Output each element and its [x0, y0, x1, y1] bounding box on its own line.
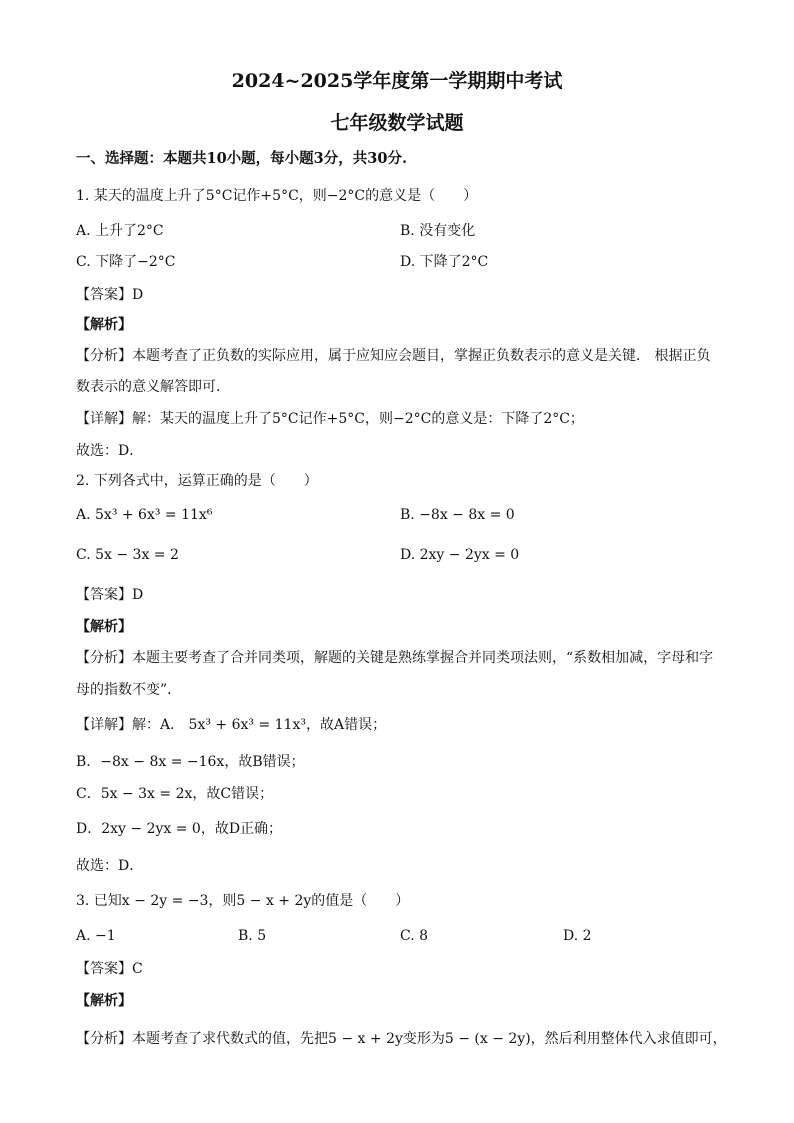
- question-1-option-b: B. 没有变化: [400, 223, 476, 239]
- question-1-analysis-heading: 【解析】: [76, 317, 132, 333]
- exam-subtitle: 七年级数学试题: [330, 112, 464, 134]
- question-1-option-d: D. 下降了2°C: [400, 254, 489, 270]
- question-2-detail-a: 【详解】解：A． 5x³ + 6x³ = 11x³，故A错误；: [76, 717, 387, 733]
- question-1-stem: 1. 某天的温度上升了5°C记作+5°C，则−2°C的意义是（ ）: [76, 188, 478, 204]
- question-2-option-c: C. 5x − 3x = 2: [76, 547, 179, 563]
- question-2-choose: 故选：D．: [76, 858, 144, 874]
- question-2-detail-d: D．2xy − 2yx = 0，故D正确；: [76, 821, 283, 837]
- question-2-option-b: B. −8x − 8x = 0: [400, 507, 515, 523]
- question-2-answer: 【答案】D: [76, 587, 144, 603]
- question-3-option-c: C. 8: [400, 928, 429, 944]
- question-1-analysis-line-1: 【分析】本题考查了正负数的实际应用，属于应知应会题目，掌握正负数表示的意义是关键． 根据正负: [76, 348, 711, 364]
- question-2-analysis-line-1: 【分析】本题主要考查了合并同类项，解题的关键是熟练掌握合并同类项法则，“系数相加减，字母和字: [76, 650, 714, 666]
- question-1-choose: 故选：D．: [76, 443, 144, 459]
- question-2-detail-c: C．5x − 3x = 2x，故C错误；: [76, 786, 274, 802]
- question-1-detail: 【详解】解：某天的温度上升了5°C记作+5°C，则−2°C的意义是：下降了2°C；: [76, 411, 584, 427]
- section-heading: 一、选择题：本题共10小题，每小题3分，共30分.: [76, 150, 407, 167]
- question-3-analysis-line-1: 【分析】本题考查了求代数式的值，先把5 − x + 2y变形为5 − (x − 2y)，然后利用整体代入求值即可，: [76, 1031, 727, 1047]
- question-2-stem: 2. 下列各式中，运算正确的是（ ）: [76, 473, 318, 489]
- exam-title: 2024~2025学年度第一学期期中考试: [231, 70, 563, 92]
- question-2-analysis-heading: 【解析】: [76, 619, 132, 635]
- question-1-answer: 【答案】D: [76, 287, 144, 303]
- question-3-answer: 【答案】C: [76, 961, 143, 977]
- question-2-option-a: A. 5x³ + 6x³ = 11x⁶: [76, 507, 213, 523]
- question-2-analysis-line-2: 母的指数不变”．: [76, 682, 182, 698]
- question-1-option-c: C. 下降了−2°C: [76, 254, 176, 270]
- question-3-option-d: D. 2: [563, 928, 592, 944]
- question-1-option-a: A. 上升了2°C: [76, 223, 164, 239]
- question-1-analysis-line-2: 数表示的意义解答即可．: [76, 379, 230, 395]
- question-2-detail-b: B．−8x − 8x = −16x，故B错误；: [76, 754, 305, 770]
- question-3-option-a: A. −1: [76, 928, 116, 944]
- question-2-option-d: D. 2xy − 2yx = 0: [400, 547, 520, 563]
- question-3-stem: 3. 已知x − 2y = −3，则5 − x + 2y的值是（ ）: [76, 893, 410, 909]
- question-3-option-b: B. 5: [238, 928, 267, 944]
- question-3-analysis-heading: 【解析】: [76, 993, 132, 1009]
